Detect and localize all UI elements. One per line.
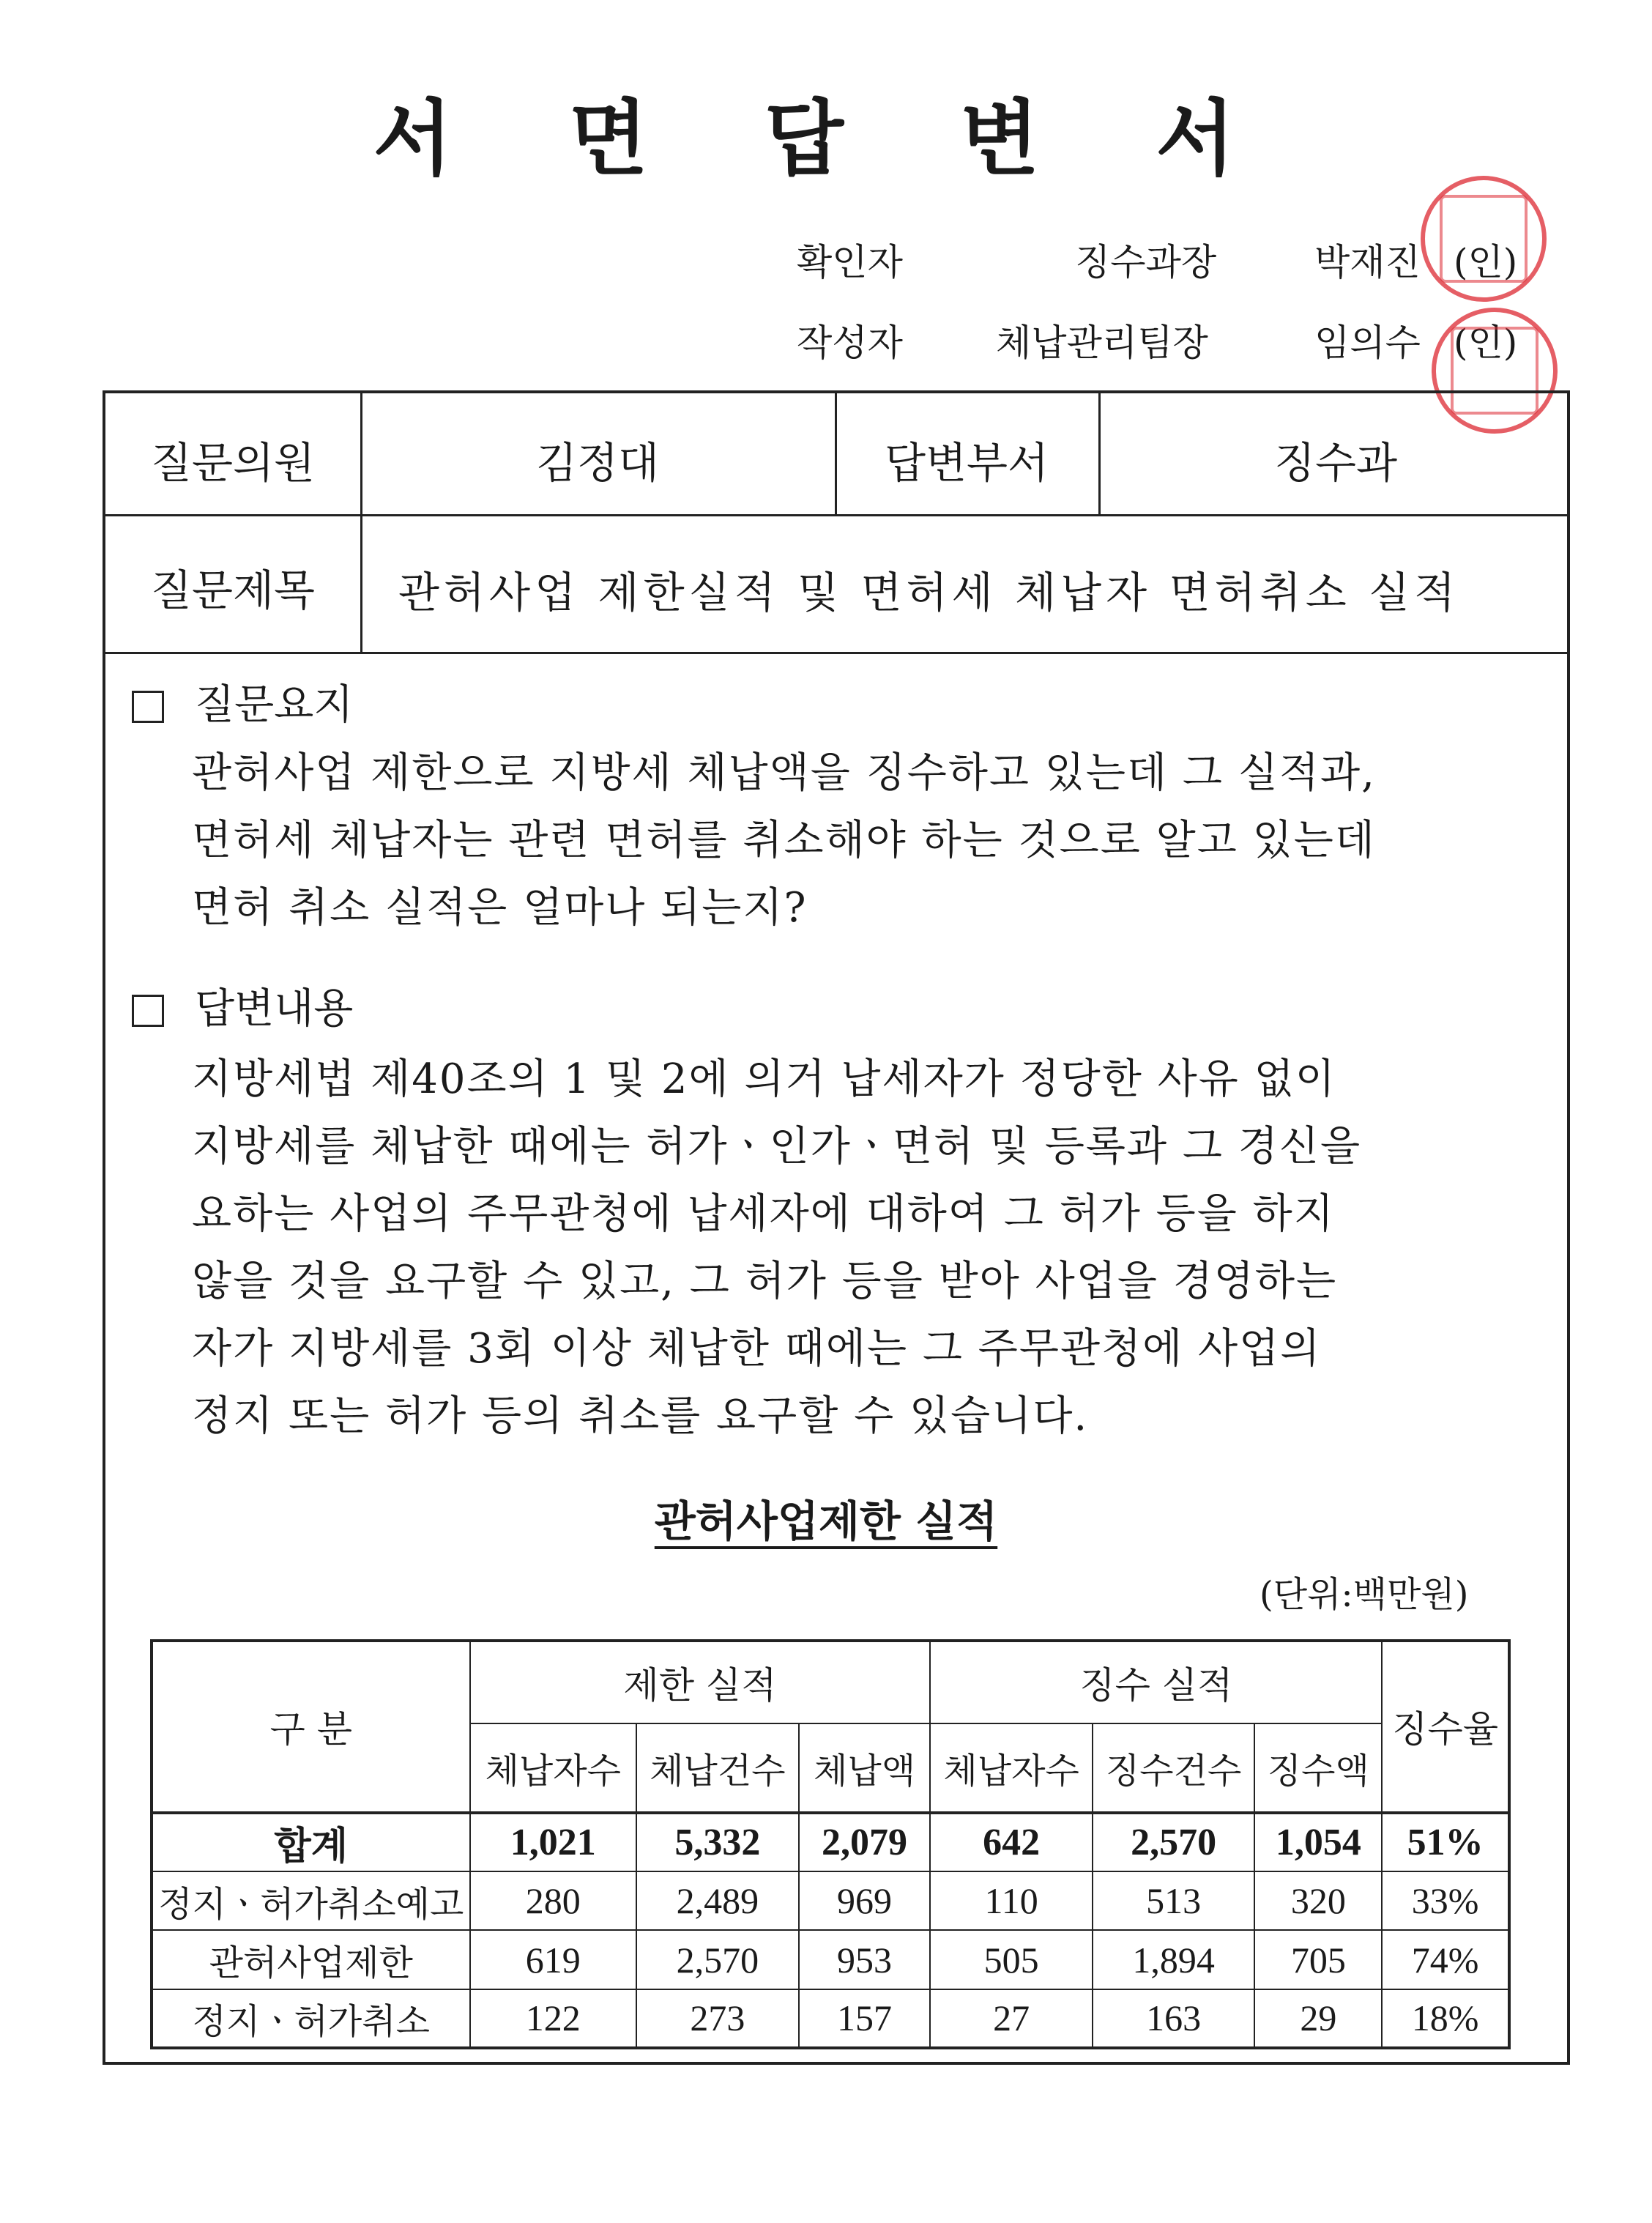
performance-table bbox=[150, 1639, 1511, 2049]
answer-heading-row bbox=[132, 976, 353, 1035]
subheader-cell: 징수액 bbox=[1254, 1723, 1382, 1812]
questioner-value: 김정대 bbox=[535, 438, 660, 488]
answer-line: 요하는 사업의 주무관청에 납세자에 대하여 그 허가 등을 하지 bbox=[192, 1190, 1335, 1238]
confirmer-seal bbox=[1421, 176, 1547, 302]
confirmer-position: 징수과장 bbox=[1075, 241, 1217, 283]
table-cell: 33% bbox=[1382, 1871, 1509, 1930]
question-line: 관허사업 제한으로 지방세 체납액을 징수하고 있는데 그 실적과, bbox=[192, 749, 1376, 797]
table-cell: 2,489 bbox=[636, 1871, 799, 1930]
answer-line: 자가 지방세를 3회 이상 체납한 때에는 그 주무관청에 사업의 bbox=[192, 1325, 1322, 1373]
question-heading-row bbox=[132, 672, 353, 731]
table-cell: 74% bbox=[1382, 1930, 1509, 1989]
table-row bbox=[152, 1930, 1509, 1989]
header-collect-group: 징수 실적 bbox=[930, 1641, 1382, 1723]
table-cell: 513 bbox=[1093, 1871, 1255, 1930]
table-cell: 969 bbox=[799, 1871, 931, 1930]
answer-heading: 답변내용 bbox=[195, 985, 354, 1033]
subheader-cell: 체납자수 bbox=[470, 1723, 637, 1812]
table-cell: 280 bbox=[470, 1871, 637, 1930]
header-rate: 징수율 bbox=[1382, 1641, 1509, 1813]
table-cell: 705 bbox=[1254, 1930, 1382, 1989]
answer-line: 정지 또는 허가 등의 취소를 요구할 수 있습니다. bbox=[192, 1392, 1089, 1440]
table-cell: 110 bbox=[930, 1871, 1092, 1930]
table-row-total bbox=[152, 1813, 1509, 1871]
table-cell: 27 bbox=[930, 1989, 1092, 2048]
table-cell: 642 bbox=[930, 1813, 1092, 1871]
table-cell: 1,894 bbox=[1093, 1930, 1255, 1989]
table-unit: (단위:백만원) bbox=[1260, 1574, 1469, 1615]
table-cell: 157 bbox=[799, 1989, 931, 2048]
subheader-cell: 징수건수 bbox=[1093, 1723, 1255, 1812]
dept-label: 답변부서 bbox=[884, 438, 1049, 488]
subject-label: 질문제목 bbox=[150, 565, 316, 615]
question-checkbox-icon bbox=[132, 691, 164, 723]
author-mark: (인) bbox=[1454, 322, 1518, 364]
question-heading: 질문요지 bbox=[195, 681, 354, 729]
answer-checkbox-icon bbox=[132, 995, 164, 1027]
subheader-cell: 체납자수 bbox=[930, 1723, 1092, 1812]
table-cell: 51% bbox=[1382, 1813, 1509, 1871]
table-cell: 320 bbox=[1254, 1871, 1382, 1930]
table-cell: 163 bbox=[1093, 1989, 1255, 2048]
table-cell: 1,054 bbox=[1254, 1813, 1382, 1871]
confirmer-role: 확인자 bbox=[797, 241, 903, 283]
table-cell: 18% bbox=[1382, 1989, 1509, 2048]
answer-line: 않을 것을 요구할 수 있고, 그 허가 등을 받아 사업을 경영하는 bbox=[192, 1258, 1338, 1305]
row-label: 합계 bbox=[152, 1813, 470, 1871]
row-label: 정지ㆍ허가취소 bbox=[152, 1989, 470, 2048]
table-cell: 2,079 bbox=[799, 1813, 931, 1871]
table-cell: 273 bbox=[636, 1989, 799, 2048]
table-row bbox=[152, 1989, 1509, 2048]
header-category: 구 분 bbox=[152, 1641, 470, 1813]
answer-line: 지방세를 체납한 때에는 허가ㆍ인가ㆍ면허 및 등록과 그 경신을 bbox=[192, 1123, 1362, 1170]
answer-line: 지방세법 제40조의 1 및 2에 의거 납세자가 정당한 사유 없이 bbox=[192, 1055, 1336, 1103]
table-cell: 505 bbox=[930, 1930, 1092, 1989]
answer-body bbox=[192, 1046, 1361, 1450]
table-cell: 1,021 bbox=[470, 1813, 637, 1871]
question-line: 면허세 체납자는 관련 면허를 취소해야 하는 것으로 알고 있는데 bbox=[192, 817, 1376, 864]
table-title: 관허사업제한 실적 bbox=[654, 1496, 998, 1546]
table-cell: 2,570 bbox=[636, 1930, 799, 1989]
row-label: 정지ㆍ허가취소예고 bbox=[152, 1871, 470, 1930]
author-position: 체납관리팀장 bbox=[996, 322, 1208, 364]
row-label: 관허사업제한 bbox=[152, 1930, 470, 1989]
table-row bbox=[152, 1871, 1509, 1930]
confirmer-name: 박재진 bbox=[1314, 241, 1421, 283]
table-cell: 5,332 bbox=[636, 1813, 799, 1871]
question-line: 면허 취소 실적은 얼마나 되는지? bbox=[192, 884, 808, 932]
dept-value: 징수과 bbox=[1273, 438, 1398, 488]
subheader-cell: 체납건수 bbox=[636, 1723, 799, 1812]
confirmer-mark: (인) bbox=[1454, 241, 1518, 283]
subheader-cell: 체납액 bbox=[799, 1723, 931, 1812]
subject-value: 관허사업 제한실적 및 면허세 체납자 면허취소 실적 bbox=[398, 568, 1460, 617]
table-cell: 2,570 bbox=[1093, 1813, 1255, 1871]
author-name: 임의수 bbox=[1314, 322, 1421, 364]
table-cell: 122 bbox=[470, 1989, 637, 2048]
table-cell: 953 bbox=[799, 1930, 931, 1989]
author-role: 작성자 bbox=[797, 322, 903, 364]
questioner-label: 질문의원 bbox=[150, 438, 316, 488]
table-cell: 29 bbox=[1254, 1989, 1382, 2048]
document-title: 서 면 답 변 서 bbox=[373, 92, 1279, 187]
question-body bbox=[192, 740, 1376, 942]
table-cell: 619 bbox=[470, 1930, 637, 1989]
header-restrict-group: 제한 실적 bbox=[470, 1641, 931, 1723]
